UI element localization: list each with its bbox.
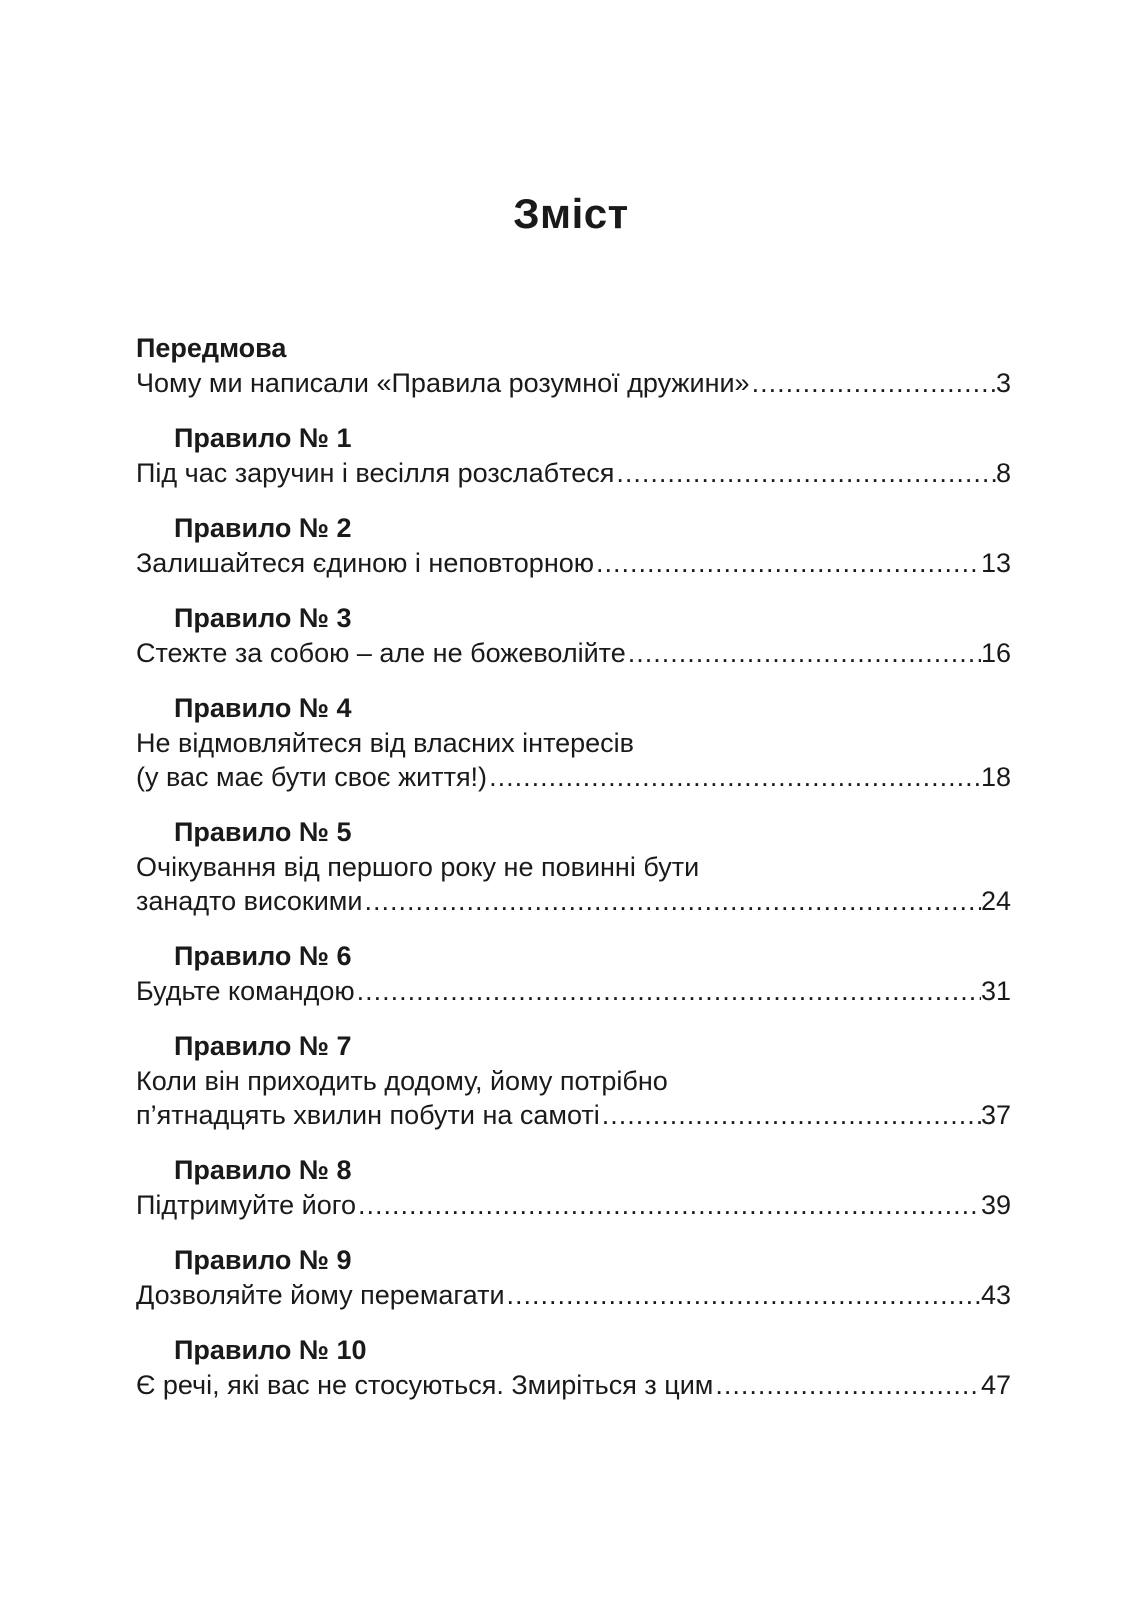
toc-entry-title: Під час заручин і весілля розслабтеся xyxy=(136,458,615,488)
toc-page-number: 47 xyxy=(980,1370,1011,1400)
table-of-contents xyxy=(136,330,1011,1422)
dot-leader xyxy=(594,546,981,580)
dot-leader xyxy=(600,1098,981,1132)
toc-entry xyxy=(136,330,1011,400)
toc-entry-heading: Правило № 10 xyxy=(174,1335,367,1365)
page-title: Зміст xyxy=(513,190,629,237)
toc-entry-title: Дозволяйте йому перемагати xyxy=(136,1280,505,1310)
dot-leader xyxy=(362,884,981,918)
toc-entry-heading: Правило № 7 xyxy=(174,1031,352,1061)
toc-entry-heading: Передмова xyxy=(136,333,287,363)
toc-entry xyxy=(136,1152,1011,1222)
dot-leader xyxy=(505,1278,981,1312)
toc-page-number: 3 xyxy=(995,368,1011,398)
toc-page-number: 16 xyxy=(980,638,1011,668)
toc-entry-title-row xyxy=(136,366,1011,400)
toc-page-number: 43 xyxy=(980,1280,1011,1310)
toc-entry xyxy=(136,814,1011,918)
toc-entry-title-row xyxy=(136,456,1011,490)
toc-entry-heading: Правило № 6 xyxy=(174,941,352,971)
dot-leader xyxy=(750,366,996,400)
toc-entry xyxy=(136,1242,1011,1312)
toc-entry xyxy=(136,600,1011,670)
toc-entry-title: Підтримуйте його xyxy=(136,1190,357,1220)
toc-page-number: 24 xyxy=(980,886,1011,916)
toc-entry-line: Не відмовляйтеся від власних інтересів xyxy=(136,728,635,758)
toc-entry-title-row xyxy=(136,974,1011,1008)
toc-entry-heading: Правило № 2 xyxy=(174,513,352,543)
toc-entry-heading: Правило № 5 xyxy=(174,817,352,847)
toc-entry xyxy=(136,510,1011,580)
toc-entry-title-row xyxy=(136,1368,1011,1402)
toc-entry-title-row xyxy=(136,1278,1011,1312)
toc-entry-title-row xyxy=(136,1098,1011,1132)
toc-entry-heading: Правило № 3 xyxy=(174,603,352,633)
dot-leader xyxy=(355,974,981,1008)
dot-leader xyxy=(713,1368,981,1402)
toc-entry xyxy=(136,420,1011,490)
toc-entry-heading: Правило № 1 xyxy=(174,423,352,453)
toc-entry-title: Залишайтеся єдиною і неповторною xyxy=(136,548,594,578)
toc-page-number: 37 xyxy=(980,1100,1011,1130)
toc-entry-title-row xyxy=(136,760,1011,794)
toc-page-number: 8 xyxy=(995,458,1011,488)
toc-entry-title-row xyxy=(136,546,1011,580)
toc-entry xyxy=(136,1332,1011,1402)
dot-leader xyxy=(626,636,981,670)
toc-entry-title-row xyxy=(136,884,1011,918)
toc-page-number: 39 xyxy=(980,1190,1011,1220)
toc-entry-heading: Правило № 4 xyxy=(174,693,352,723)
toc-page-number: 13 xyxy=(980,548,1011,578)
toc-entry-heading: Правило № 8 xyxy=(174,1155,352,1185)
toc-entry-title: Стежте за собою – але не божеволійте xyxy=(136,638,626,668)
toc-entry-title: (у вас має бути своє життя!) xyxy=(136,762,488,792)
toc-entry-title: Чому ми написали «Правила розумної дружини» xyxy=(136,368,750,398)
toc-entry-title-row xyxy=(136,636,1011,670)
toc-page-number: 31 xyxy=(980,976,1011,1006)
toc-entry-title-row xyxy=(136,1188,1011,1222)
dot-leader xyxy=(356,1188,981,1222)
dot-leader xyxy=(614,456,996,490)
toc-entry-heading: Правило № 9 xyxy=(174,1245,352,1275)
toc-entry-title: Будьте командою xyxy=(136,976,355,1006)
toc-entry xyxy=(136,1028,1011,1132)
dot-leader xyxy=(487,760,981,794)
toc-entry-title: Є речі, які вас не стосуються. Змиріться з цим xyxy=(136,1370,714,1400)
toc-entry-title: занадто високими xyxy=(136,886,363,916)
toc-entry xyxy=(136,938,1011,1008)
toc-entry-title: п’ятнадцять хвилин побути на самоті xyxy=(136,1100,600,1130)
toc-entry xyxy=(136,690,1011,794)
toc-entry-line: Коли він приходить додому, йому потрібно xyxy=(136,1066,668,1096)
toc-entry-line: Очікування від першого року не повинні бути xyxy=(136,852,700,882)
toc-page-number: 18 xyxy=(980,762,1011,792)
